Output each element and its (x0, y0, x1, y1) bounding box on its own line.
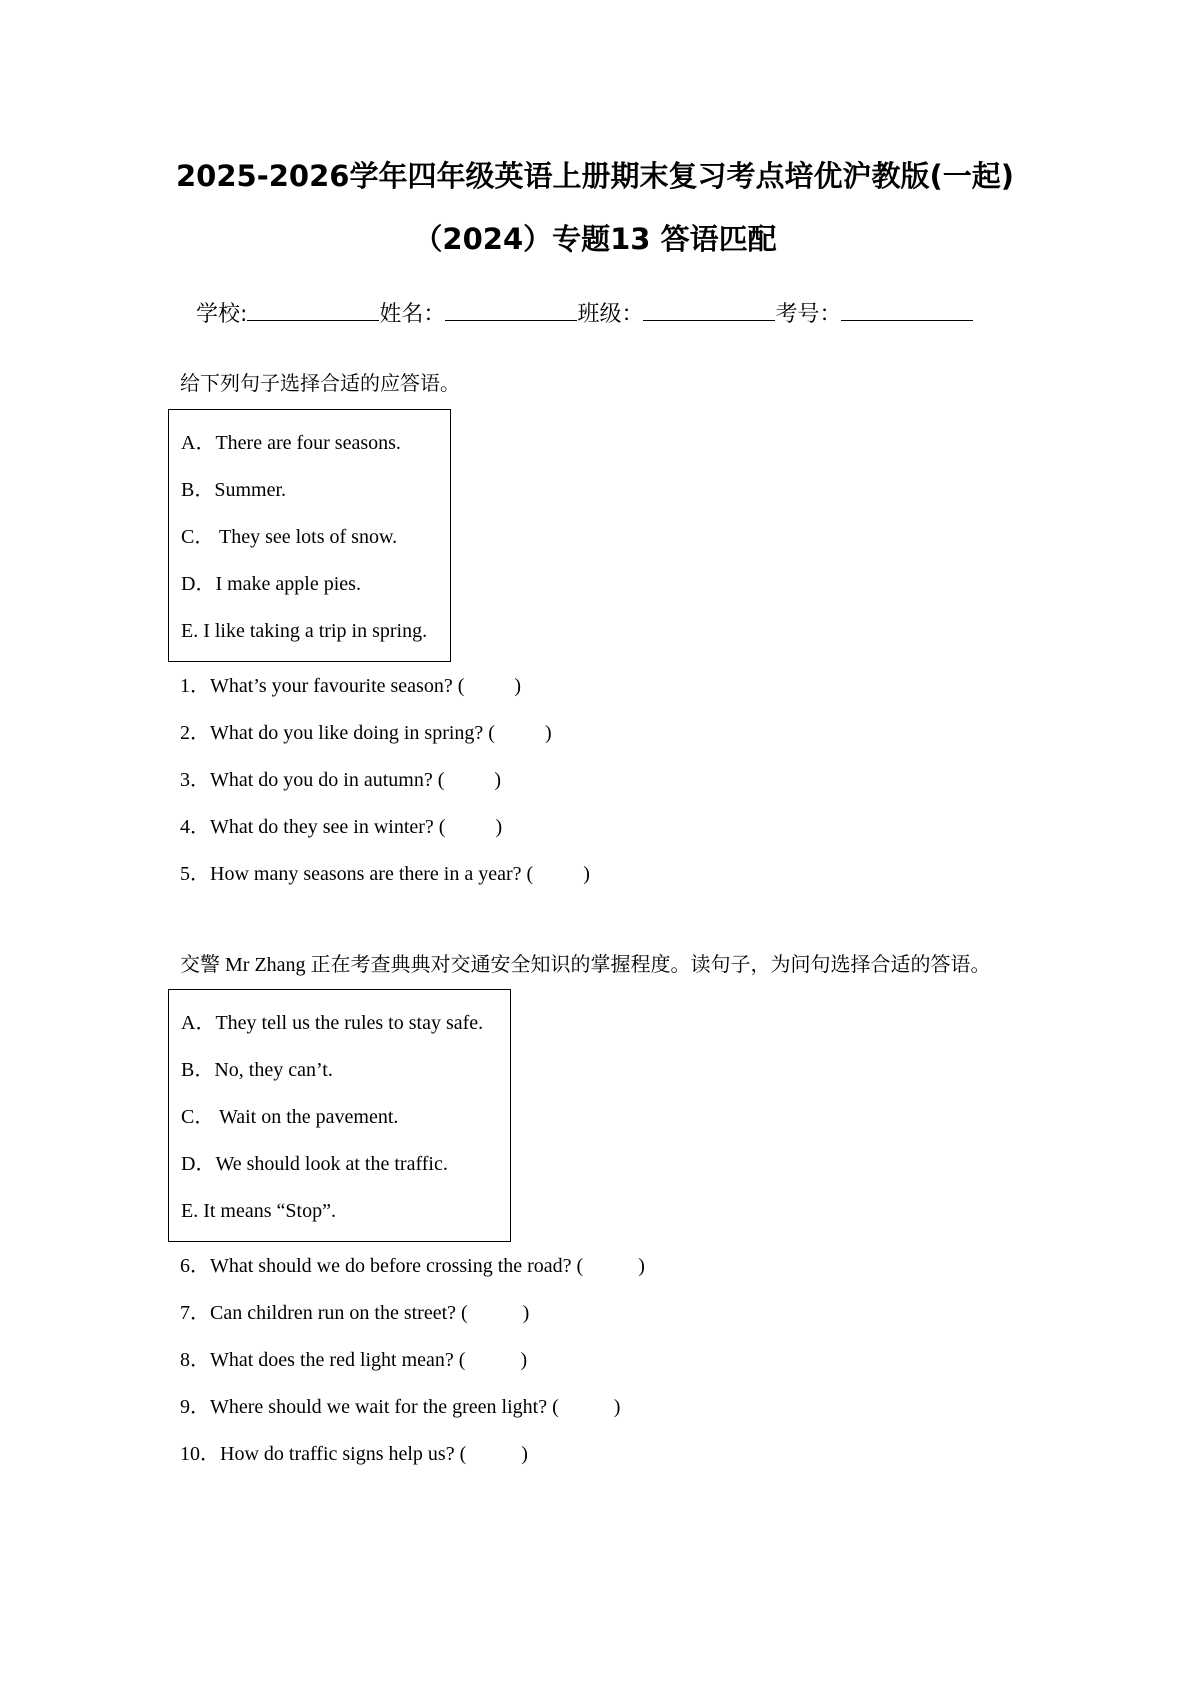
school-label: 学校: (196, 302, 248, 327)
exam-number-label: 考号： (775, 302, 842, 327)
question-3: 3．What do you do in autumn? ( ) (180, 769, 502, 791)
section2-option-e: E. It means “Stop”. (181, 1200, 336, 1222)
question-1: 1．What’s your favourite season? ( ) (180, 675, 522, 697)
question-5: 5．How many seasons are there in a year? ( ) (180, 863, 590, 885)
section2-instruction: 交警 Mr Zhang 正在考查典典对交通安全知识的掌握程度。读句子，为问句选择合适的答语。 (180, 954, 991, 976)
section2-options-box (168, 989, 511, 1242)
question-10: 10．How do traffic signs help us? ( ) (180, 1443, 528, 1465)
section2-option-d: D．We should look at the traffic. (181, 1153, 448, 1175)
question-8: 8．What does the red light mean? ( ) (180, 1349, 528, 1371)
section1-option-e: E. I like taking a trip in spring. (181, 620, 428, 642)
question-2: 2．What do you like doing in spring? ( ) (180, 722, 552, 744)
exam-number-blank[interactable] (841, 298, 973, 321)
section1-option-c: C． They see lots of snow. (181, 526, 398, 548)
section1-options-box (168, 409, 451, 662)
section2-option-c: C． Wait on the pavement. (181, 1106, 399, 1128)
question-6: 6．What should we do before crossing the road? ( ) (180, 1255, 645, 1277)
section1-instruction: 给下列句子选择合适的应答语。 (180, 373, 460, 395)
section1-option-b: B．Summer. (181, 479, 287, 501)
student-info-row (196, 298, 973, 331)
section2-option-b: B．No, they can’t. (181, 1059, 333, 1081)
class-blank[interactable] (643, 298, 775, 321)
section2-option-a: A．They tell us the rules to stay safe. (181, 1012, 484, 1034)
section1-option-d: D．I make apple pies. (181, 573, 361, 595)
section1-option-a: A．There are four seasons. (181, 432, 401, 454)
question-9: 9．Where should we wait for the green light? ( ) (180, 1396, 621, 1418)
document-title-line1: 2025-2026学年四年级英语上册期末复习考点培优沪教版(一起) (176, 159, 1014, 193)
document-title-line2: （2024）专题13 答语匹配 (413, 222, 777, 256)
question-7: 7．Can children run on the street? ( ) (180, 1302, 530, 1324)
class-label: 班级： (577, 302, 644, 327)
question-4: 4．What do they see in winter? ( ) (180, 816, 503, 838)
name-label: 姓名： (379, 302, 446, 327)
school-blank[interactable] (247, 298, 379, 321)
name-blank[interactable] (445, 298, 577, 321)
